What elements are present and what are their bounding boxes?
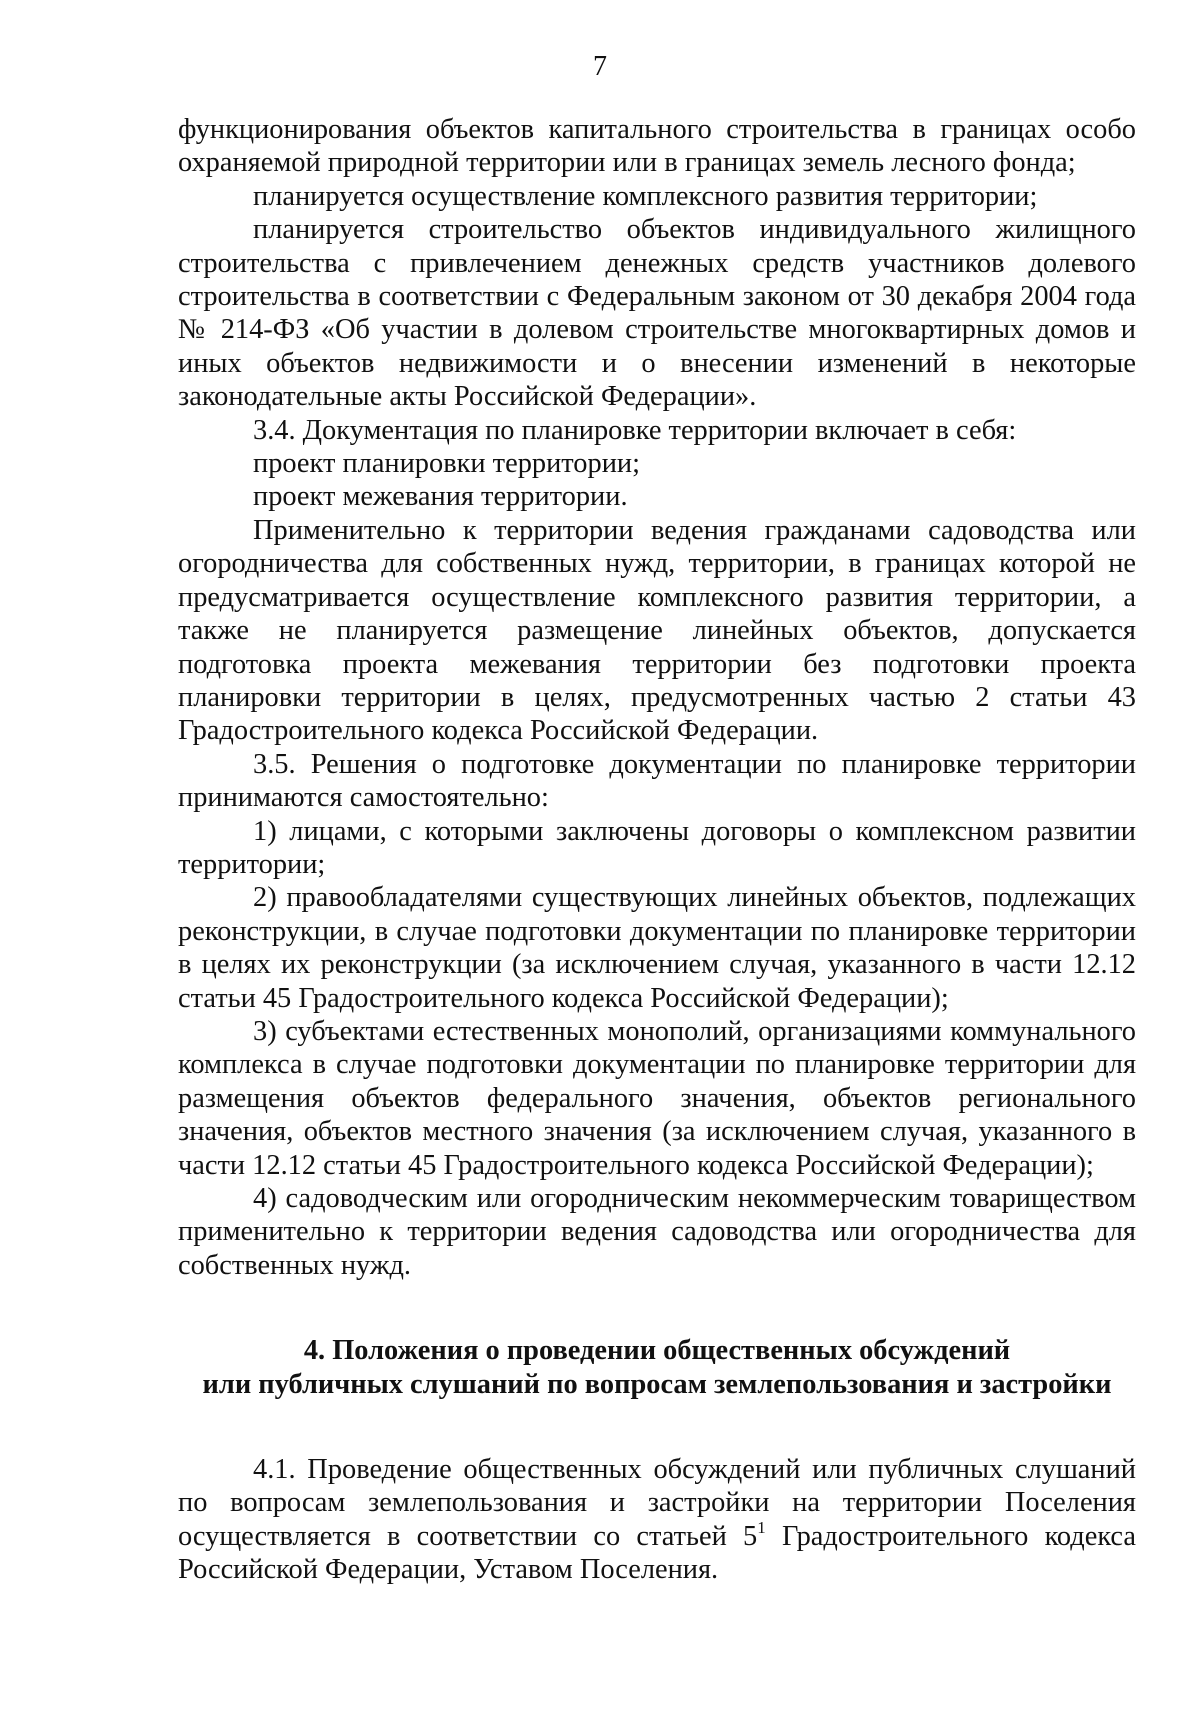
paragraph: 3) субъектами естественных монополий, организациями коммунального комплекса в случае подготовки документации по планировке территории для размещения объектов федерального значения, объектов регионального значения, объектов местного значения (за исключением случая, указанного в части 12.12 статьи 45 Градостроительного кодекса Российской Федерации);: [178, 1015, 1136, 1181]
section-heading: [178, 1334, 1136, 1401]
document-body: [178, 113, 1136, 1587]
paragraph-4-1-text-end: Градостроительного кодекса Российской Федерации, Уставом Поселения.: [178, 1520, 1136, 1586]
paragraph: 2) правообладателями существующих линейных объектов, подлежащих реконструкции, в случае подготовки документации по планировке территории в целях их реконструкции (за исключением случая, указанного в части 12.12 статьи 45 Градостроительного кодекса Российской Федерации);: [178, 882, 1136, 1014]
page-number: 7: [593, 51, 607, 82]
paragraph: Применительно к территории ведения гражданами садоводства или огородничества для собственных нужд, территории, в границах которой не предусматривается осуществление комплексного развития территории, а также не планируется размещение линейных объектов, допускается подготовка проекта межевания территории без подготовки проекта планировки территории в целях, предусмотренных частью 2 статьи 43 Градостроительного кодекса Российской Федерации.: [178, 514, 1136, 747]
section-heading-line-1: 4. Положения о проведении общественных обсуждений: [303, 1335, 1011, 1367]
paragraph: планируется строительство объектов индивидуального жилищного строительства с привлечением денежных средств участников долевого строительства в соответствии с Федеральным законом от 30 декабря 2004 года № 214-ФЗ «Об участии в долевом строительстве многоквартирных домов и иных объектов недвижимости и о внесении изменений в некоторые законодательные акты Российской Федерации».: [178, 214, 1136, 413]
paragraph-4-1-text: 4.1. Проведение общественных обсуждений или публичных слушаний по вопросам землепользования и застройки на территории Поселения осуществляется в соответствии со статьей 5: [178, 1454, 1136, 1552]
section-heading-line-2: или публичных слушаний по вопросам землепользования и застройки: [202, 1368, 1112, 1400]
superscript-mark: 1: [757, 1517, 766, 1537]
paragraph-4-1: [178, 1453, 1136, 1587]
paragraph: 1) лицами, с которыми заключены договоры о комплексном развитии территории;: [178, 815, 1136, 880]
paragraph: проект планировки территории;: [253, 448, 640, 480]
paragraph: планируется осуществление комплексного развития территории;: [253, 180, 1038, 212]
paragraph: 3.4. Документация по планировке территории включает в себя:: [253, 414, 1017, 446]
paragraphs-before-section: [178, 113, 1136, 1282]
paragraph: функционирования объектов капитального строительства в границах особо охраняемой природной территории или в границах земель лесного фонда;: [178, 114, 1136, 179]
paragraph: проект межевания территории.: [253, 481, 628, 513]
paragraph: 4) садоводческим или огородническим некоммерческим товариществом применительно к территории ведения садоводства или огородничества для собственных нужд.: [178, 1183, 1136, 1281]
paragraph: 3.5. Решения о подготовке документации по планировке территории принимаются самостоятельно:: [178, 748, 1136, 814]
